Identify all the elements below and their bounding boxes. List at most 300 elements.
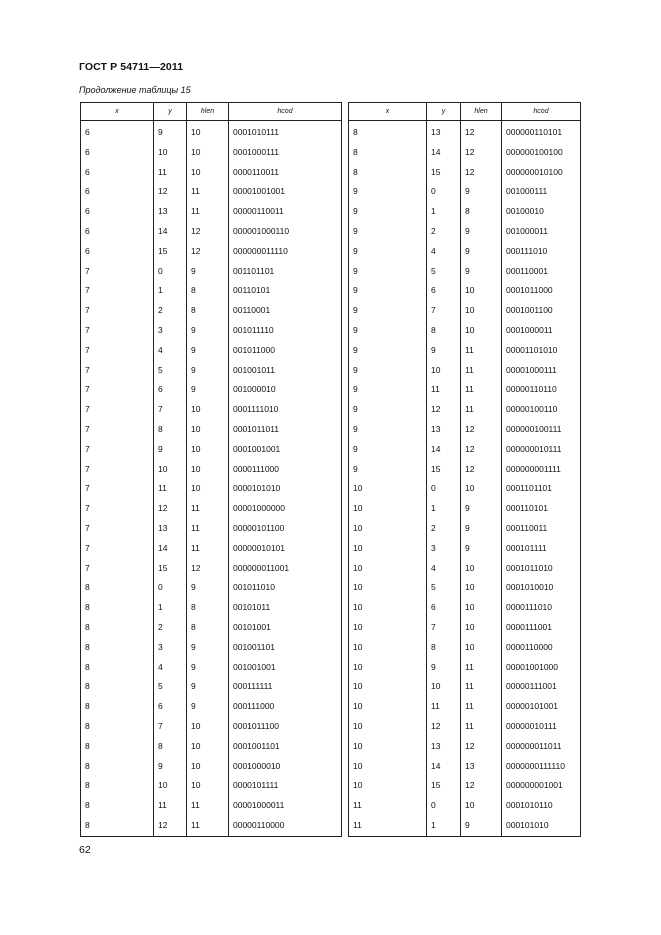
cell-y: 14	[154, 222, 187, 242]
cell-y: 11	[427, 697, 461, 717]
cell-y: 2	[427, 519, 461, 539]
cell-hcod: 0001000111	[229, 143, 342, 163]
cell-x: 8	[81, 757, 154, 777]
cell-hlen: 11	[461, 658, 502, 678]
table-row	[349, 658, 581, 678]
table-row	[81, 400, 342, 420]
cell-y: 1	[427, 202, 461, 222]
cell-x: 10	[349, 559, 427, 579]
cell-hlen: 12	[461, 440, 502, 460]
cell-y: 9	[154, 757, 187, 777]
cell-hlen: 9	[461, 816, 502, 836]
table-row	[349, 400, 581, 420]
cell-y: 3	[154, 321, 187, 341]
cell-x: 7	[81, 559, 154, 579]
cell-hlen: 10	[187, 776, 229, 796]
table-row	[349, 776, 581, 796]
cell-hlen: 10	[187, 121, 229, 143]
cell-hlen: 9	[187, 697, 229, 717]
cell-y: 0	[427, 796, 461, 816]
cell-hlen: 9	[187, 341, 229, 361]
cell-x: 10	[349, 618, 427, 638]
cell-y: 5	[154, 361, 187, 381]
table-row	[81, 420, 342, 440]
cell-x: 9	[349, 440, 427, 460]
cell-hcod: 0001010110	[502, 796, 581, 816]
cell-y: 9	[427, 658, 461, 678]
cell-y: 10	[427, 361, 461, 381]
cell-y: 11	[427, 380, 461, 400]
cell-hlen: 13	[461, 757, 502, 777]
cell-x: 9	[349, 341, 427, 361]
table-row	[81, 321, 342, 341]
table-row	[81, 737, 342, 757]
cell-x: 7	[81, 420, 154, 440]
cell-hcod: 000000011011	[502, 737, 581, 757]
table-row	[81, 776, 342, 796]
cell-x: 6	[81, 121, 154, 143]
cell-y: 13	[154, 519, 187, 539]
cell-hcod: 000110011	[502, 519, 581, 539]
cell-x: 7	[81, 341, 154, 361]
cell-y: 10	[154, 776, 187, 796]
cell-hcod: 001001101	[229, 638, 342, 658]
cell-y: 15	[154, 242, 187, 262]
cell-y: 12	[427, 717, 461, 737]
cell-hcod: 0000111001	[502, 618, 581, 638]
table-row	[81, 816, 342, 836]
cell-y: 15	[427, 776, 461, 796]
cell-hlen: 10	[187, 400, 229, 420]
cell-y: 8	[427, 321, 461, 341]
cell-hlen: 10	[461, 281, 502, 301]
cell-hcod: 00000101100	[229, 519, 342, 539]
table-row	[81, 341, 342, 361]
cell-x: 10	[349, 737, 427, 757]
cell-y: 0	[427, 182, 461, 202]
table-row	[349, 121, 581, 143]
cell-y: 0	[427, 479, 461, 499]
cell-hcod: 0001000010	[229, 757, 342, 777]
cell-y: 6	[427, 598, 461, 618]
cell-hlen: 10	[187, 757, 229, 777]
cell-y: 10	[427, 677, 461, 697]
cell-hcod: 00101001	[229, 618, 342, 638]
cell-hcod: 00001001001	[229, 182, 342, 202]
table-row	[349, 539, 581, 559]
cell-y: 15	[427, 460, 461, 480]
table-row	[81, 559, 342, 579]
cell-y: 8	[427, 638, 461, 658]
table-row	[81, 479, 342, 499]
cell-hlen: 10	[461, 638, 502, 658]
cell-x: 8	[81, 737, 154, 757]
cell-x: 7	[81, 499, 154, 519]
cell-x: 10	[349, 638, 427, 658]
cell-hlen: 8	[187, 281, 229, 301]
cell-x: 7	[81, 262, 154, 282]
cell-hlen: 12	[461, 776, 502, 796]
cell-hlen: 10	[187, 143, 229, 163]
cell-x: 8	[81, 697, 154, 717]
table-row	[349, 460, 581, 480]
cell-hcod: 0000110000	[502, 638, 581, 658]
table-left-body	[81, 121, 342, 837]
cell-x: 8	[81, 578, 154, 598]
cell-x: 7	[81, 479, 154, 499]
cell-x: 7	[81, 321, 154, 341]
cell-hlen: 12	[461, 143, 502, 163]
cell-y: 10	[154, 143, 187, 163]
cell-x: 8	[81, 717, 154, 737]
cell-x: 11	[349, 816, 427, 836]
cell-hcod: 000111111	[229, 677, 342, 697]
table-row	[349, 163, 581, 183]
cell-hlen: 9	[461, 182, 502, 202]
column-header-hcod: hcod	[502, 103, 581, 121]
cell-x: 8	[81, 796, 154, 816]
cell-hcod: 0000000111110	[502, 757, 581, 777]
cell-y: 0	[154, 262, 187, 282]
cell-hlen: 10	[187, 479, 229, 499]
table-header-row	[349, 103, 581, 121]
cell-y: 13	[154, 202, 187, 222]
cell-x: 8	[81, 638, 154, 658]
cell-x: 11	[349, 796, 427, 816]
cell-hlen: 9	[187, 321, 229, 341]
table-row	[349, 440, 581, 460]
table-row	[81, 499, 342, 519]
column-header-hlen: hlen	[187, 103, 229, 121]
cell-hcod: 001000010	[229, 380, 342, 400]
cell-x: 9	[349, 242, 427, 262]
cell-y: 14	[427, 143, 461, 163]
cell-y: 9	[154, 121, 187, 143]
cell-y: 7	[427, 618, 461, 638]
cell-x: 9	[349, 202, 427, 222]
cell-x: 8	[81, 677, 154, 697]
cell-hlen: 11	[461, 400, 502, 420]
cell-hcod: 0001001100	[502, 301, 581, 321]
table-row	[349, 222, 581, 242]
cell-y: 15	[154, 559, 187, 579]
table-row	[81, 677, 342, 697]
cell-y: 15	[427, 163, 461, 183]
cell-hcod: 000001000110	[229, 222, 342, 242]
cell-hcod: 00001000000	[229, 499, 342, 519]
column-header-y: y	[154, 103, 187, 121]
table-row	[349, 717, 581, 737]
cell-hcod: 0001101101	[502, 479, 581, 499]
cell-hcod: 001001001	[229, 658, 342, 678]
cell-hcod: 0001001001	[229, 440, 342, 460]
column-header-y: y	[427, 103, 461, 121]
cell-y: 0	[154, 578, 187, 598]
cell-x: 6	[81, 143, 154, 163]
table-row	[81, 757, 342, 777]
cell-x: 10	[349, 539, 427, 559]
cell-hlen: 12	[461, 163, 502, 183]
cell-x: 7	[81, 440, 154, 460]
cell-y: 6	[154, 380, 187, 400]
cell-hcod: 000110101	[502, 499, 581, 519]
cell-x: 10	[349, 598, 427, 618]
table-row	[81, 301, 342, 321]
cell-x: 9	[349, 262, 427, 282]
table-row	[349, 816, 581, 836]
cell-y: 4	[427, 242, 461, 262]
cell-hlen: 9	[187, 262, 229, 282]
cell-hlen: 12	[461, 420, 502, 440]
cell-hcod: 000000011110	[229, 242, 342, 262]
cell-x: 7	[81, 460, 154, 480]
cell-hlen: 11	[187, 519, 229, 539]
cell-hlen: 9	[187, 380, 229, 400]
column-header-x: x	[349, 103, 427, 121]
table-row	[349, 242, 581, 262]
table-row	[349, 301, 581, 321]
table-row	[81, 618, 342, 638]
cell-hlen: 8	[187, 598, 229, 618]
cell-x: 9	[349, 420, 427, 440]
cell-hcod: 00000100110	[502, 400, 581, 420]
cell-x: 7	[81, 361, 154, 381]
cell-hlen: 8	[187, 618, 229, 638]
cell-hcod: 0001001101	[229, 737, 342, 757]
cell-hlen: 11	[461, 717, 502, 737]
cell-hlen: 11	[187, 816, 229, 836]
table-row	[349, 598, 581, 618]
cell-hlen: 10	[461, 618, 502, 638]
cell-y: 1	[154, 598, 187, 618]
document-standard-title: ГОСТ Р 54711—2011	[79, 61, 184, 73]
cell-hlen: 11	[187, 499, 229, 519]
cell-y: 1	[427, 499, 461, 519]
cell-y: 12	[154, 182, 187, 202]
cell-hlen: 12	[461, 121, 502, 143]
table-row	[349, 182, 581, 202]
page-number: 62	[79, 844, 91, 856]
cell-y: 5	[427, 578, 461, 598]
table-header-row	[81, 103, 342, 121]
cell-x: 10	[349, 697, 427, 717]
cell-hcod: 00000110000	[229, 816, 342, 836]
table-row	[81, 519, 342, 539]
table-row	[349, 578, 581, 598]
table-row	[81, 598, 342, 618]
cell-x: 6	[81, 202, 154, 222]
table-row	[349, 697, 581, 717]
cell-x: 9	[349, 361, 427, 381]
cell-hlen: 8	[461, 202, 502, 222]
cell-hcod: 0001011011	[229, 420, 342, 440]
cell-hcod: 000101111	[502, 539, 581, 559]
cell-x: 8	[349, 163, 427, 183]
cell-hlen: 11	[461, 677, 502, 697]
cell-x: 10	[349, 479, 427, 499]
cell-x: 6	[81, 182, 154, 202]
table-row	[349, 479, 581, 499]
cell-hlen: 11	[187, 182, 229, 202]
cell-hlen: 10	[461, 598, 502, 618]
cell-hcod: 000111000	[229, 697, 342, 717]
table-row	[81, 143, 342, 163]
cell-y: 11	[154, 796, 187, 816]
cell-y: 8	[154, 420, 187, 440]
cell-hlen: 9	[187, 578, 229, 598]
table-row	[81, 460, 342, 480]
cell-x: 8	[81, 658, 154, 678]
table-row	[349, 361, 581, 381]
table-row	[349, 321, 581, 341]
cell-y: 6	[154, 697, 187, 717]
cell-hlen: 10	[461, 559, 502, 579]
cell-y: 9	[427, 341, 461, 361]
table-row	[81, 796, 342, 816]
cell-y: 11	[154, 163, 187, 183]
cell-hlen: 12	[187, 559, 229, 579]
cell-hcod: 0000111010	[502, 598, 581, 618]
cell-hlen: 12	[461, 737, 502, 757]
cell-hlen: 10	[461, 321, 502, 341]
cell-hcod: 001000111	[502, 182, 581, 202]
table-row	[349, 638, 581, 658]
cell-hlen: 10	[187, 717, 229, 737]
table-row	[81, 121, 342, 143]
table-row	[349, 519, 581, 539]
cell-x: 8	[81, 776, 154, 796]
cell-x: 6	[81, 222, 154, 242]
cell-hlen: 9	[461, 539, 502, 559]
cell-x: 9	[349, 380, 427, 400]
table-row	[349, 499, 581, 519]
cell-y: 4	[154, 658, 187, 678]
cell-hlen: 11	[461, 697, 502, 717]
table-row	[349, 143, 581, 163]
table-row	[349, 202, 581, 222]
cell-hlen: 9	[461, 222, 502, 242]
cell-y: 12	[427, 400, 461, 420]
table-row	[81, 222, 342, 242]
cell-hlen: 9	[461, 519, 502, 539]
cell-y: 13	[427, 121, 461, 143]
cell-hcod: 000000010100	[502, 163, 581, 183]
cell-hcod: 00000111001	[502, 677, 581, 697]
cell-hlen: 11	[461, 361, 502, 381]
cell-hcod: 000000100111	[502, 420, 581, 440]
table-row	[349, 262, 581, 282]
cell-hcod: 001011000	[229, 341, 342, 361]
cell-hcod: 000000100100	[502, 143, 581, 163]
cell-hcod: 00001000111	[502, 361, 581, 381]
cell-x: 9	[349, 182, 427, 202]
cell-hcod: 0000110011	[229, 163, 342, 183]
table-row	[81, 578, 342, 598]
cell-hlen: 12	[187, 222, 229, 242]
cell-x: 10	[349, 519, 427, 539]
cell-x: 10	[349, 776, 427, 796]
cell-y: 2	[154, 301, 187, 321]
cell-x: 9	[349, 222, 427, 242]
table-row	[349, 796, 581, 816]
cell-hlen: 8	[187, 301, 229, 321]
cell-y: 4	[427, 559, 461, 579]
table-row	[81, 242, 342, 262]
cell-x: 10	[349, 677, 427, 697]
cell-y: 3	[427, 539, 461, 559]
cell-y: 13	[427, 420, 461, 440]
cell-x: 7	[81, 281, 154, 301]
table-row	[81, 658, 342, 678]
cell-hlen: 11	[187, 202, 229, 222]
cell-hlen: 10	[187, 460, 229, 480]
cell-y: 12	[154, 816, 187, 836]
table-row	[81, 262, 342, 282]
cell-x: 7	[81, 380, 154, 400]
cell-y: 3	[154, 638, 187, 658]
cell-y: 4	[154, 341, 187, 361]
table-row	[349, 380, 581, 400]
cell-hlen: 10	[187, 163, 229, 183]
cell-hcod: 00110001	[229, 301, 342, 321]
cell-hlen: 10	[461, 578, 502, 598]
cell-hcod: 0001011000	[502, 281, 581, 301]
table-row	[349, 757, 581, 777]
cell-x: 9	[349, 460, 427, 480]
column-header-x: x	[81, 103, 154, 121]
table-left-half	[80, 102, 342, 837]
cell-y: 5	[154, 677, 187, 697]
cell-hlen: 10	[187, 737, 229, 757]
cell-hcod: 0000111000	[229, 460, 342, 480]
cell-x: 6	[81, 163, 154, 183]
cell-hlen: 12	[461, 460, 502, 480]
cell-hcod: 001001011	[229, 361, 342, 381]
table-row	[349, 559, 581, 579]
table-right-body	[349, 121, 581, 837]
cell-hlen: 9	[187, 677, 229, 697]
cell-x: 6	[81, 242, 154, 262]
cell-y: 1	[154, 281, 187, 301]
cell-hlen: 11	[461, 341, 502, 361]
table-row	[349, 618, 581, 638]
cell-x: 9	[349, 400, 427, 420]
cell-x: 8	[81, 618, 154, 638]
cell-hcod: 001101101	[229, 262, 342, 282]
cell-x: 9	[349, 321, 427, 341]
table-row	[81, 182, 342, 202]
cell-x: 9	[349, 301, 427, 321]
cell-y: 2	[154, 618, 187, 638]
table-row	[81, 361, 342, 381]
table-row	[81, 380, 342, 400]
cell-hcod: 0001111010	[229, 400, 342, 420]
cell-y: 12	[154, 499, 187, 519]
cell-y: 6	[427, 281, 461, 301]
cell-x: 8	[349, 121, 427, 143]
cell-y: 14	[427, 757, 461, 777]
cell-x: 7	[81, 519, 154, 539]
cell-hcod: 0001000011	[502, 321, 581, 341]
cell-hlen: 10	[461, 796, 502, 816]
cell-x: 7	[81, 301, 154, 321]
cell-hcod: 0000101111	[229, 776, 342, 796]
table-row	[81, 440, 342, 460]
cell-hlen: 9	[187, 638, 229, 658]
cell-hlen: 9	[461, 242, 502, 262]
table-continuation-caption: Продолжение таблицы 15	[79, 85, 191, 95]
cell-hcod: 000111010	[502, 242, 581, 262]
